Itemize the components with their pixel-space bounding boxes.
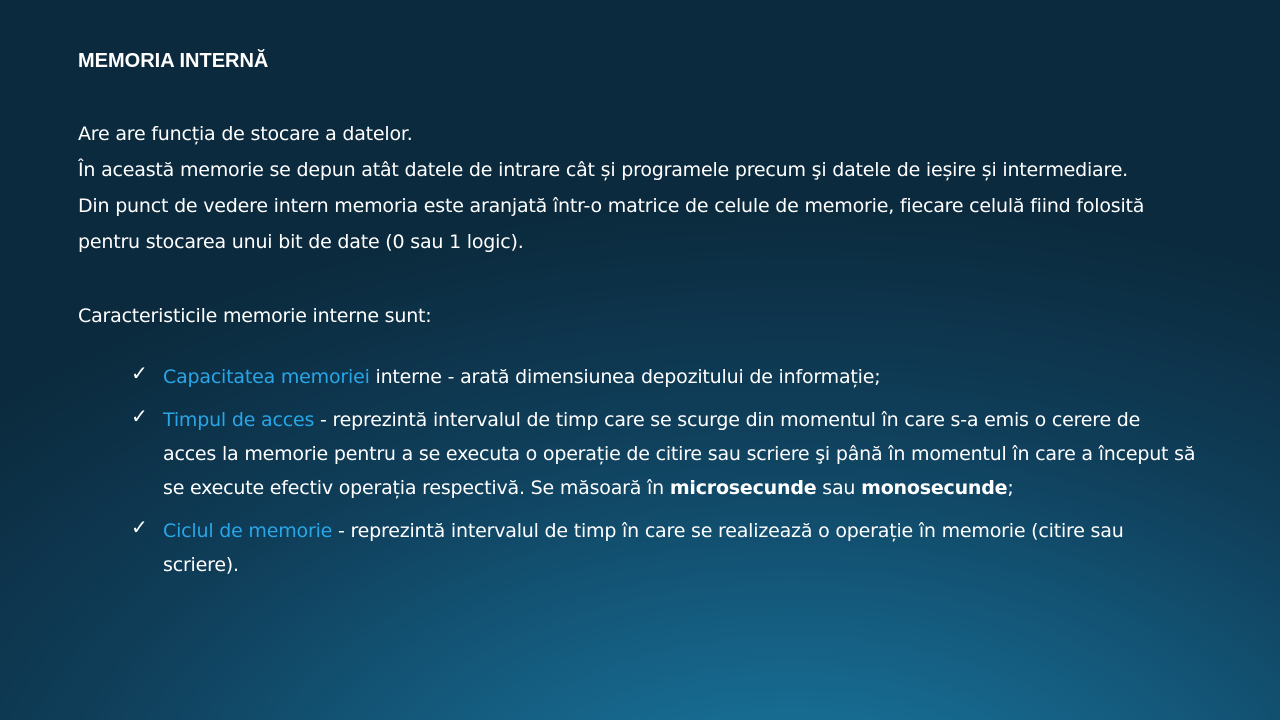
item-text: - reprezintă intervalul de timp în care se realizează o operație în memorie (citire sau scriere). — [163, 520, 1124, 576]
list-item — [78, 403, 1198, 505]
bold-microsecunde: microsecunde — [669, 477, 817, 499]
term-access-time: Timpul de acces — [163, 409, 315, 431]
list-item — [78, 514, 1198, 582]
term-memory-cycle: Ciclul de memorie — [163, 520, 333, 542]
intro-line-1: Are are funcția de stocare a datelor. — [78, 123, 413, 145]
intro-block — [78, 116, 1198, 260]
list-item — [78, 360, 1198, 394]
slide-title: MEMORIA INTERNĂ — [78, 50, 269, 72]
check-icon: ✓ — [131, 515, 148, 539]
intro-line-2: În această memorie se depun atât datele de intrare cât și programele precum şi datele de ieșire și intermediare. — [78, 159, 1129, 181]
characteristics-list — [78, 360, 1198, 582]
check-icon: ✓ — [131, 361, 148, 385]
check-icon: ✓ — [131, 404, 148, 428]
item-text-end: ; — [1007, 477, 1014, 499]
slide-content — [78, 48, 1198, 591]
item-text-mid: sau — [816, 477, 862, 499]
term-capacity: Capacitatea memoriei — [163, 366, 370, 388]
item-text: - reprezintă intervalul de timp care se scurge din momentul în care s-a emis o cerere de acces la memorie pentru a se executa o operație de citire sau scriere şi până în momentul în care a început să se execute efectiv operația respectivă. Se măsoară în — [163, 409, 1196, 499]
intro-line-3: Din punct de vedere intern memoria este aranjată într-o matrice de celule de memorie, fiecare celulă fiind folosită pentru stocarea unui bit de date (0 sau 1 logic). — [78, 195, 1145, 253]
item-text: interne - arată dimensiunea depozitului de informație; — [369, 366, 881, 388]
bold-monosecunde: monosecunde — [861, 477, 1008, 499]
characteristics-heading: Caracteristicile memorie interne sunt: — [78, 305, 432, 327]
